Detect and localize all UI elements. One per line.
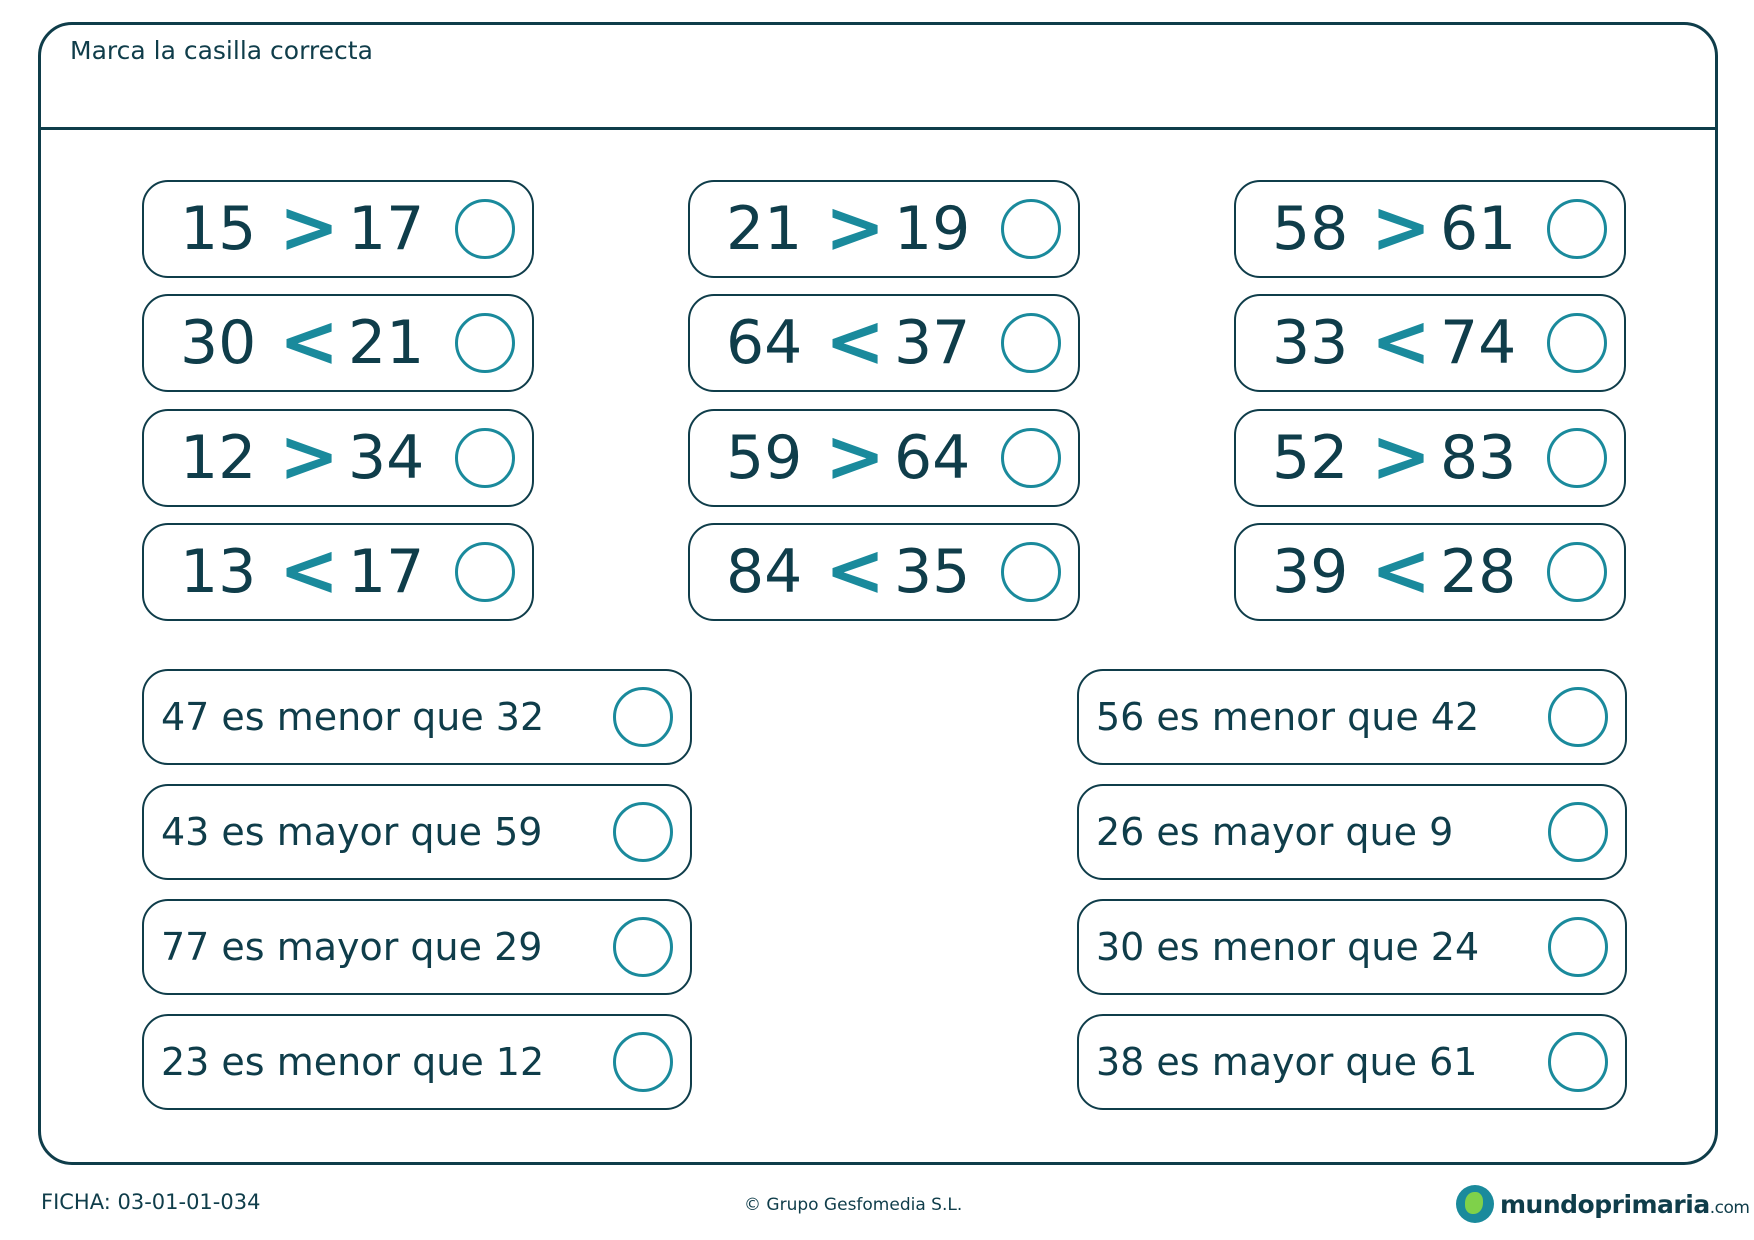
answer-checkbox[interactable] <box>613 917 673 977</box>
right-number: 37 <box>894 308 971 378</box>
statement-item <box>1077 899 1627 995</box>
globe-icon <box>1456 1185 1494 1223</box>
right-number: 61 <box>1440 194 1517 264</box>
statement-item <box>142 784 692 880</box>
answer-checkbox[interactable] <box>1547 542 1607 602</box>
statement-text: 77 es mayor que 29 <box>161 925 543 969</box>
comparison-sign: < <box>824 527 886 612</box>
statement-text: 43 es mayor que 59 <box>161 810 543 854</box>
statement-item <box>142 669 692 765</box>
statement-item <box>1077 669 1627 765</box>
brand-logo[interactable] <box>1456 1185 1749 1223</box>
right-number: 17 <box>348 194 425 264</box>
comparison-item <box>142 180 534 278</box>
left-number: 13 <box>180 537 257 607</box>
right-number: 34 <box>348 423 425 493</box>
comparison-sign: > <box>278 184 340 269</box>
comparison-sign: > <box>1370 184 1432 269</box>
comparison-item <box>688 409 1080 507</box>
left-number: 52 <box>1272 423 1349 493</box>
right-number: 83 <box>1440 423 1517 493</box>
left-number: 39 <box>1272 537 1349 607</box>
answer-checkbox[interactable] <box>613 802 673 862</box>
statement-item <box>1077 1014 1627 1110</box>
comparison-sign: > <box>1370 413 1432 498</box>
answer-checkbox[interactable] <box>1547 428 1607 488</box>
answer-checkbox[interactable] <box>613 1032 673 1092</box>
comparison-item <box>688 523 1080 621</box>
answer-checkbox[interactable] <box>1548 802 1608 862</box>
answer-checkbox[interactable] <box>1548 1032 1608 1092</box>
answer-checkbox[interactable] <box>455 199 515 259</box>
left-number: 33 <box>1272 308 1349 378</box>
comparison-sign: < <box>278 298 340 383</box>
statement-text: 23 es menor que 12 <box>161 1040 545 1084</box>
statement-text: 38 es mayor que 61 <box>1096 1040 1478 1084</box>
worksheet-code: FICHA: 03-01-01-034 <box>41 1190 261 1214</box>
right-number: 17 <box>348 537 425 607</box>
answer-checkbox[interactable] <box>455 428 515 488</box>
comparison-item <box>688 294 1080 392</box>
answer-checkbox[interactable] <box>1001 428 1061 488</box>
answer-checkbox[interactable] <box>1548 687 1608 747</box>
right-number: 28 <box>1440 537 1517 607</box>
comparison-item <box>1234 409 1626 507</box>
copyright-text: © Grupo Gesfomedia S.L. <box>744 1195 963 1215</box>
answer-checkbox[interactable] <box>1001 313 1061 373</box>
comparison-sign: < <box>1370 527 1432 612</box>
statement-text: 56 es menor que 42 <box>1096 695 1480 739</box>
instruction-text: Marca la casilla correcta <box>70 36 373 65</box>
answer-checkbox[interactable] <box>1547 199 1607 259</box>
comparison-sign: < <box>824 298 886 383</box>
header-divider <box>38 127 1718 130</box>
left-number: 84 <box>726 537 803 607</box>
statement-text: 47 es menor que 32 <box>161 695 545 739</box>
comparison-item <box>1234 294 1626 392</box>
answer-checkbox[interactable] <box>613 687 673 747</box>
left-number: 64 <box>726 308 803 378</box>
comparison-sign: > <box>824 184 886 269</box>
answer-checkbox[interactable] <box>1001 542 1061 602</box>
left-number: 12 <box>180 423 257 493</box>
statement-item <box>142 899 692 995</box>
comparison-item <box>1234 523 1626 621</box>
right-number: 64 <box>894 423 971 493</box>
comparison-sign: > <box>824 413 886 498</box>
left-number: 30 <box>180 308 257 378</box>
answer-checkbox[interactable] <box>455 542 515 602</box>
comparison-sign: < <box>278 527 340 612</box>
right-number: 19 <box>894 194 971 264</box>
statement-text: 26 es mayor que 9 <box>1096 810 1454 854</box>
answer-checkbox[interactable] <box>1547 313 1607 373</box>
right-number: 35 <box>894 537 971 607</box>
brand-name: mundoprimaria.com <box>1500 1189 1750 1219</box>
comparison-item <box>142 294 534 392</box>
comparison-sign: < <box>1370 298 1432 383</box>
comparison-item <box>142 409 534 507</box>
answer-checkbox[interactable] <box>455 313 515 373</box>
answer-checkbox[interactable] <box>1001 199 1061 259</box>
left-number: 15 <box>180 194 257 264</box>
left-number: 59 <box>726 423 803 493</box>
comparison-item <box>1234 180 1626 278</box>
comparison-item <box>688 180 1080 278</box>
right-number: 21 <box>348 308 425 378</box>
statement-item <box>142 1014 692 1110</box>
comparison-item <box>142 523 534 621</box>
answer-checkbox[interactable] <box>1548 917 1608 977</box>
left-number: 21 <box>726 194 803 264</box>
left-number: 58 <box>1272 194 1349 264</box>
statement-item <box>1077 784 1627 880</box>
right-number: 74 <box>1440 308 1517 378</box>
comparison-sign: > <box>278 413 340 498</box>
statement-text: 30 es menor que 24 <box>1096 925 1480 969</box>
